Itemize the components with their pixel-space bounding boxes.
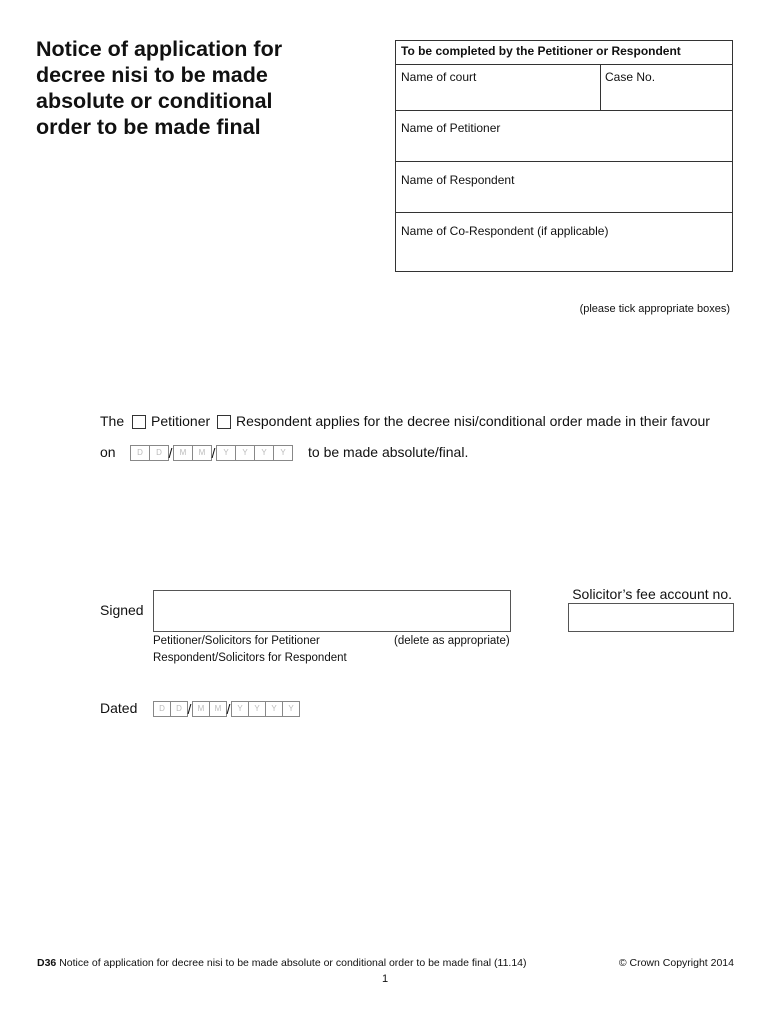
footer-form-reference <box>37 957 527 969</box>
form-code: D36 <box>37 957 57 969</box>
form-title-line: Notice of application for <box>36 37 283 61</box>
name-of-court-field[interactable] <box>396 65 600 110</box>
date-day-cell[interactable]: D <box>170 701 188 717</box>
name-of-petitioner-field[interactable] <box>396 111 732 161</box>
date-year-cell[interactable]: Y <box>231 701 249 717</box>
on-label: on <box>100 444 116 460</box>
date-day-cell[interactable]: D <box>153 701 171 717</box>
date-day-cell[interactable]: D <box>130 445 150 461</box>
date-year-cell[interactable]: Y <box>273 445 293 461</box>
role-petitioner-text: Petitioner/Solicitors for Petitioner <box>153 635 320 647</box>
tick-note: (please tick appropriate boxes) <box>579 303 730 315</box>
fee-account-field[interactable] <box>568 603 734 632</box>
form-title <box>36 36 336 140</box>
signature-field[interactable] <box>153 590 511 632</box>
date-year-cell[interactable]: Y <box>282 701 300 717</box>
form-description: Notice of application for decree nisi to be made absolute or conditional order to be made final (11.14) <box>59 957 527 969</box>
copyright-text: © Crown Copyright 2014 <box>618 957 734 969</box>
date-year-cell[interactable]: Y <box>216 445 236 461</box>
date-separator: / <box>226 701 231 717</box>
court-box-header: To be completed by the Petitioner or Respondent <box>396 41 732 65</box>
signed-label: Signed <box>100 602 144 618</box>
dated-date-input[interactable] <box>153 701 299 717</box>
date-month-cell[interactable]: M <box>192 445 212 461</box>
respondent-application-text: Respondent applies for the decree nisi/conditional order made in their favour <box>236 413 710 429</box>
petitioner-checkbox[interactable] <box>132 415 146 429</box>
dated-label: Dated <box>100 700 138 716</box>
date-separator: / <box>168 445 173 461</box>
petitioner-label: Petitioner <box>151 413 211 429</box>
date-year-cell[interactable]: Y <box>265 701 283 717</box>
name-of-co-respondent-field[interactable] <box>396 213 732 271</box>
name-of-court-label: Name of court <box>401 70 477 84</box>
name-of-petitioner-label: Name of Petitioner <box>401 121 501 135</box>
name-of-respondent-field[interactable] <box>396 162 732 212</box>
form-title-line: decree nisi to be made <box>36 63 268 87</box>
date-separator: / <box>211 445 216 461</box>
date-separator: / <box>187 701 192 717</box>
date-year-cell[interactable]: Y <box>248 701 266 717</box>
form-title-line: order to be made final <box>36 115 261 139</box>
decree-date-input[interactable] <box>130 445 292 461</box>
absolute-final-text: to be made absolute/final. <box>308 444 469 460</box>
date-month-cell[interactable]: M <box>173 445 193 461</box>
date-month-cell[interactable]: M <box>192 701 210 717</box>
case-no-label: Case No. <box>605 70 656 84</box>
date-day-cell[interactable]: D <box>149 445 169 461</box>
page-number: 1 <box>381 973 389 985</box>
fee-account-label: Solicitor’s fee account no. <box>572 586 732 602</box>
role-respondent-text: Respondent/Solicitors for Respondent <box>153 652 347 664</box>
date-year-cell[interactable]: Y <box>235 445 255 461</box>
delete-note: (delete as appropriate) <box>394 635 510 647</box>
the-label: The <box>100 413 125 429</box>
name-of-co-respondent-label: Name of Co-Respondent (if applicable) <box>401 224 609 238</box>
name-of-respondent-label: Name of Respondent <box>401 173 515 187</box>
form-title-line: absolute or conditional <box>36 89 273 113</box>
date-month-cell[interactable]: M <box>209 701 227 717</box>
respondent-checkbox[interactable] <box>217 415 231 429</box>
court-details-box <box>395 40 733 272</box>
case-no-field[interactable] <box>601 65 732 110</box>
date-year-cell[interactable]: Y <box>254 445 274 461</box>
